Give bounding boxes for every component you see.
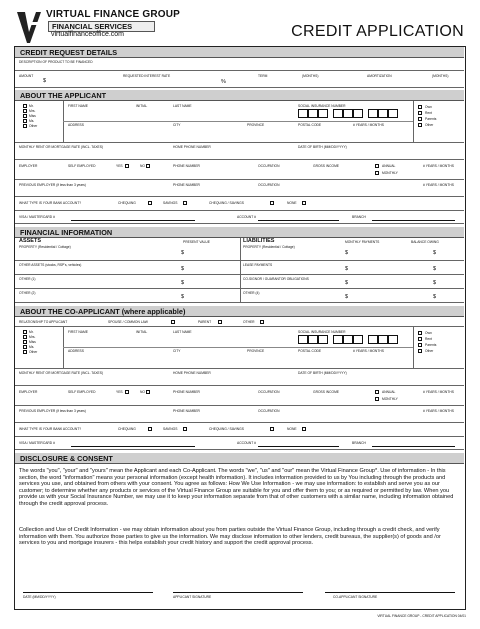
label-co-branch: BRANCH xyxy=(352,441,366,445)
liabilities-heading: LIABILITIES xyxy=(243,238,275,244)
label-applicant-signature: APPLICANT SIGNATURE xyxy=(173,595,212,599)
company-name: VIRTUAL FINANCE GROUP xyxy=(46,9,181,20)
dollar-sign: $ xyxy=(345,280,349,286)
checkbox-co-miss[interactable] xyxy=(23,340,27,344)
dollar-sign: $ xyxy=(433,294,437,300)
label-last-name: LAST NAME xyxy=(173,104,192,108)
checkbox-co-chsav[interactable] xyxy=(270,427,274,431)
checkbox-mr[interactable] xyxy=(23,104,27,108)
dollar-sign: $ xyxy=(181,266,185,272)
label-chsav: CHEQUING / SAVINGS xyxy=(209,427,244,431)
checkbox-savings[interactable] xyxy=(183,201,187,205)
label-co-prev-phone: PHONE NUMBER xyxy=(173,409,200,413)
checkbox-self-yes[interactable] xyxy=(125,164,129,168)
checkbox-parents[interactable] xyxy=(418,117,422,121)
title-miss: Miss xyxy=(29,340,36,344)
row-visa[interactable] xyxy=(15,211,464,224)
checkbox-co-tenure-other[interactable] xyxy=(418,349,422,353)
row-relationship[interactable] xyxy=(15,317,464,327)
label-co-gross: GROSS INCOME xyxy=(313,390,340,394)
row-fin-4[interactable] xyxy=(15,289,464,303)
label-other-assets: OTHER ASSETS (stocks, RSP's, vehicles) xyxy=(19,263,82,267)
row-fin-1[interactable] xyxy=(15,238,464,261)
checkbox-rent[interactable] xyxy=(418,111,422,115)
title-other: Other xyxy=(29,124,38,128)
label-monthly: MONTHLY xyxy=(382,397,398,401)
label-co-postal: POSTAL CODE xyxy=(298,349,322,353)
label-emp-years: # YEARS / MONTHS xyxy=(423,164,454,168)
label-co-self: SELF EMPLOYED xyxy=(68,390,96,394)
label-prev-occupation: OCCUPATION xyxy=(258,183,280,187)
row-fin-3[interactable] xyxy=(15,275,464,289)
checkbox-tenure-other[interactable] xyxy=(418,123,422,127)
company-logo-icon xyxy=(16,10,42,44)
checkbox-chsav[interactable] xyxy=(270,201,274,205)
title-mr: Mr. xyxy=(29,330,34,334)
assets-heading: ASSETS xyxy=(19,238,42,244)
label-rent: MONTHLY RENT OR MORTGAGE RATE (INCL. TAXES) xyxy=(19,145,104,149)
label-coapp-other: OTHER xyxy=(243,320,255,324)
sin-box-7[interactable] xyxy=(368,109,378,118)
label-occupation: OCCUPATION xyxy=(258,164,280,168)
label-co-prev: PREVIOUS EMPLOYER (if less than 3 years) xyxy=(19,409,86,413)
label-years: # YEARS / MONTHS xyxy=(353,123,384,127)
co-sin-box-3[interactable] xyxy=(318,335,328,344)
row-bank-type[interactable] xyxy=(15,197,464,211)
checkbox-co-own[interactable] xyxy=(418,331,422,335)
checkbox-co-self-yes[interactable] xyxy=(125,390,129,394)
label-province: PROVINCE xyxy=(247,123,265,127)
dollar-sign: $ xyxy=(433,250,437,256)
row-fin-2[interactable] xyxy=(15,261,464,275)
label-branch: BRANCH xyxy=(352,215,366,219)
label-co-home-phone: HOME PHONE NUMBER xyxy=(173,371,211,375)
footer-code: VIRTUAL FINANCE GROUP - CREDIT APPLICATION 04/01 xyxy=(377,614,466,618)
co-sin-box-7[interactable] xyxy=(368,335,378,344)
title-miss: Miss xyxy=(29,114,36,118)
co-sin-box-1[interactable] xyxy=(298,335,308,344)
term-months: (MONTHS) xyxy=(302,74,319,78)
label-co-initial: INITIAL xyxy=(136,330,148,334)
amount-dollar: $ xyxy=(43,78,47,84)
checkbox-co-self-no[interactable] xyxy=(146,390,150,394)
label-prev-phone: PHONE NUMBER xyxy=(173,183,200,187)
label-co-prev-years: # YEARS / MONTHS xyxy=(423,409,454,413)
row-amount[interactable] xyxy=(15,71,464,88)
tenure-own: Own xyxy=(425,105,432,109)
label-chequing: CHEQUING xyxy=(118,201,136,205)
checkbox-monthly[interactable] xyxy=(375,171,379,175)
checkbox-chequing[interactable] xyxy=(148,201,152,205)
label-co-bank: WHAT TYPE IS YOUR BANK ACCOUNT? xyxy=(19,427,82,431)
label-no: NO xyxy=(140,390,145,394)
label-initial: INITIAL xyxy=(136,104,148,108)
application-form xyxy=(14,46,466,610)
label-asset-property: PROPERTY (Residential / Cottage) xyxy=(19,245,71,249)
label-yes: YES xyxy=(116,390,123,394)
title-ms: Ms. xyxy=(29,119,35,123)
checkbox-co-mrs[interactable] xyxy=(23,335,27,339)
label-chsav: CHEQUING / SAVINGS xyxy=(209,201,244,205)
row-co-bank-type[interactable] xyxy=(15,423,464,437)
checkbox-co-parents[interactable] xyxy=(418,343,422,347)
dollar-sign: $ xyxy=(181,280,185,286)
label-yes: YES xyxy=(116,164,123,168)
title-mrs: Mrs. xyxy=(29,335,36,339)
row-coapp-name[interactable] xyxy=(15,327,464,369)
sin-box-3[interactable] xyxy=(318,109,328,118)
sin-box-8[interactable] xyxy=(378,109,388,118)
label-prev-employer: PREVIOUS EMPLOYER (if less than 3 years) xyxy=(19,183,86,187)
checkbox-annual[interactable] xyxy=(375,164,379,168)
co-sin-box-5[interactable] xyxy=(343,335,353,344)
label-co-prev-occupation: OCCUPATION xyxy=(258,409,280,413)
label-co-rent: MONTHLY RENT OR MORTGAGE RATE (INCL. TAXES) xyxy=(19,371,104,375)
header xyxy=(0,0,480,46)
label-visa: VISA / MASTERCARD # xyxy=(19,215,55,219)
label-postal: POSTAL CODE xyxy=(298,123,322,127)
row-co-employer[interactable] xyxy=(15,386,464,406)
label-monthly-payments: MONTHLY PAYMENTS xyxy=(345,240,380,244)
dollar-sign: $ xyxy=(345,250,349,256)
label-prev-years: # YEARS / MONTHS xyxy=(423,183,454,187)
label-co-dob: DATE OF BIRTH (MM/DD/YYYY) xyxy=(298,371,347,375)
label-co-sin: SOCIAL INSURANCE NUMBER xyxy=(298,330,346,334)
label-co-visa: VISA / MASTERCARD # xyxy=(19,441,55,445)
checkbox-ms[interactable] xyxy=(23,119,27,123)
label-none: NONE xyxy=(287,201,297,205)
section-co-applicant: ABOUT THE CO-APPLICANT (where applicable) xyxy=(15,306,464,317)
checkbox-spouse[interactable] xyxy=(171,320,175,324)
title-ms: Ms. xyxy=(29,345,35,349)
label-co-city: CITY xyxy=(173,349,181,353)
label-amount: AMOUNT xyxy=(19,74,34,78)
label-co-first: FIRST NAME xyxy=(68,330,88,334)
label-gross: GROSS INCOME xyxy=(313,164,340,168)
row-description[interactable] xyxy=(15,58,464,71)
checkbox-co-mr[interactable] xyxy=(23,330,27,334)
label-date: DATE (MM/DD/YYYY) xyxy=(23,595,56,599)
rate-percent: % xyxy=(221,79,226,85)
label-employer: EMPLOYER xyxy=(19,164,38,168)
label-monthly: MONTHLY xyxy=(382,171,398,175)
checkbox-mrs[interactable] xyxy=(23,109,27,113)
label-no: NO xyxy=(140,164,145,168)
tenure-rent: Rent xyxy=(425,111,432,115)
title-mr: Mr. xyxy=(29,104,34,108)
label-bank-type: WHAT TYPE IS YOUR BANK ACCOUNT? xyxy=(19,201,82,205)
label-savings: SAVINGS xyxy=(163,427,178,431)
dollar-sign: $ xyxy=(181,294,185,300)
sin-box-2[interactable] xyxy=(308,109,318,118)
label-lease: LEASE PAYMENTS xyxy=(243,263,273,267)
checkbox-coapp-other[interactable] xyxy=(260,320,264,324)
label-cosignor: CO-SIGNOR / GUARANTOR OBLIGATIONS xyxy=(243,277,309,281)
sin-box-1[interactable] xyxy=(298,109,308,118)
checkbox-co-savings[interactable] xyxy=(183,427,187,431)
sin-box-6[interactable] xyxy=(353,109,363,118)
label-emp-phone: PHONE NUMBER xyxy=(173,164,200,168)
document-title: CREDIT APPLICATION xyxy=(291,23,464,40)
row-employer[interactable] xyxy=(15,160,464,180)
website: virtualfinanceoffice.com xyxy=(51,31,125,38)
label-parent: PARENT xyxy=(198,320,212,324)
section-applicant: ABOUT THE APPLICANT xyxy=(15,90,464,101)
label-co-employer: EMPLOYER xyxy=(19,390,38,394)
co-sin-box-9[interactable] xyxy=(388,335,398,344)
label-other-2: OTHER (2) xyxy=(19,291,36,295)
label-savings: SAVINGS xyxy=(163,201,178,205)
label-term: TERM xyxy=(258,74,268,78)
label-co-emp-years: # YEARS / MONTHS xyxy=(423,390,454,394)
sin-box-4[interactable] xyxy=(333,109,343,118)
checkbox-own[interactable] xyxy=(418,105,422,109)
sin-box-9[interactable] xyxy=(388,109,398,118)
label-other-4: OTHER (4) xyxy=(243,291,260,295)
checkbox-co-none[interactable] xyxy=(302,427,306,431)
coapplicant-signature-line[interactable] xyxy=(325,592,455,593)
label-none: NONE xyxy=(287,427,297,431)
label-address: ADDRESS xyxy=(68,123,84,127)
label-co-address: ADDRESS xyxy=(68,349,84,353)
label-dob: DATE OF BIRTH (MM/DD/YYYY) xyxy=(298,145,347,149)
row-co-prev-employer[interactable] xyxy=(15,406,464,423)
checkbox-co-chequing[interactable] xyxy=(148,427,152,431)
checkbox-co-other[interactable] xyxy=(23,350,27,354)
tenure-other: Other xyxy=(425,123,434,127)
label-annual: ANNUAL xyxy=(382,390,396,394)
checkbox-co-monthly[interactable] xyxy=(375,397,379,401)
dollar-sign: $ xyxy=(345,294,349,300)
dollar-sign: $ xyxy=(181,250,185,256)
dollar-sign: $ xyxy=(433,280,437,286)
label-chequing: CHEQUING xyxy=(118,427,136,431)
sin-box-5[interactable] xyxy=(343,109,353,118)
row-rent[interactable] xyxy=(15,143,464,160)
row-prev-employer[interactable] xyxy=(15,180,464,197)
tenure-own: Own xyxy=(425,331,432,335)
label-present-value: PRESENT VALUE xyxy=(183,240,210,244)
checkbox-co-annual[interactable] xyxy=(375,390,379,394)
label-co-occupation: OCCUPATION xyxy=(258,390,280,394)
row-co-visa[interactable] xyxy=(15,437,464,450)
label-co-province: PROVINCE xyxy=(247,349,265,353)
co-sin-box-2[interactable] xyxy=(308,335,318,344)
label-account: ACCOUNT # xyxy=(237,215,256,219)
financial-services-label: FINANCIAL SERVICES xyxy=(48,21,155,32)
label-self-employed: SELF EMPLOYED xyxy=(68,164,96,168)
label-amortization: AMORTIZATION xyxy=(367,74,392,78)
label-co-years: # YEARS / MONTHS xyxy=(353,349,384,353)
label-balance-owing: BALANCE OWING xyxy=(411,240,439,244)
co-sin-box-6[interactable] xyxy=(353,335,363,344)
label-home-phone: HOME PHONE NUMBER xyxy=(173,145,211,149)
checkbox-self-no[interactable] xyxy=(146,164,150,168)
date-line[interactable] xyxy=(23,592,153,593)
checkbox-none[interactable] xyxy=(302,201,306,205)
label-relationship: RELATIONSHIP TO APPLICANT xyxy=(19,320,68,324)
checkbox-parent[interactable] xyxy=(218,320,222,324)
title-mrs: Mrs. xyxy=(29,109,36,113)
title-other: Other xyxy=(29,350,38,354)
amort-months: (MONTHS) xyxy=(432,74,449,78)
label-rate: REQUESTED INTEREST RATE xyxy=(123,74,171,78)
dollar-sign: $ xyxy=(433,266,437,272)
tenure-rent: Rent xyxy=(425,337,432,341)
label-liab-property: PROPERTY (Residential / Cottage) xyxy=(243,245,295,249)
label-annual: ANNUAL xyxy=(382,164,396,168)
label-city: CITY xyxy=(173,123,181,127)
tenure-other: Other xyxy=(425,349,434,353)
label-description: DESCRIPTION OF PRODUCT TO BE FINANCED xyxy=(19,60,93,64)
co-sin-box-4[interactable] xyxy=(333,335,343,344)
label-coapplicant-signature: CO-APPLICANT SIGNATURE xyxy=(333,595,378,599)
row-applicant-name[interactable] xyxy=(15,101,464,143)
label-spouse: SPOUSE / COMMON LAW xyxy=(108,320,148,324)
section-disclosure: DISCLOSURE & CONSENT xyxy=(15,453,464,464)
label-co-emp-phone: PHONE NUMBER xyxy=(173,390,200,394)
checkbox-co-ms[interactable] xyxy=(23,345,27,349)
label-first-name: FIRST NAME xyxy=(68,104,88,108)
row-co-rent[interactable] xyxy=(15,369,464,386)
co-sin-box-8[interactable] xyxy=(378,335,388,344)
disclosure-paragraph-1: The words "you", "your" and "yours" mean the Applicant and each Co-Applicant. The words "we", "us" and "our" mean the Virtual Finance Group*. Use of information - In this section, the word "information" means your personal information (except health information). It includes information provided to us by You including through the products and services you use, and obtained from others with your consent. You agree as follows: How We Use Information - we may use information: to establish and serve you as our customer; to determine whether any products or services of the Virtual Finance Group are suitable for you and offer them to you; or as required or permitted by law. When you provide us with your Social Insurance Number, we may use it to keep your information separate from that of other customers with a similar name, including information obtained through the credit approval process. xyxy=(19,468,454,507)
dollar-sign: $ xyxy=(345,266,349,272)
label-other-1: OTHER (1) xyxy=(19,277,36,281)
tenure-parents: Parents xyxy=(425,117,437,121)
label-sin: SOCIAL INSURANCE NUMBER xyxy=(298,104,346,108)
section-credit-request: CREDIT REQUEST DETAILS xyxy=(15,47,464,58)
checkbox-miss[interactable] xyxy=(23,114,27,118)
disclosure-paragraph-2: Collection and Use of Credit Information - we may obtain information about you from parties outside the Virtual Finance Group, including through a credit check, and verify information with them. You authorize those parties to give us the information. We may disclose information to other lenders, credit bureaus, the supplier(s) of goods and /or services to you and mortgage insurers - this helps establish your credit history and support the credit approval process. xyxy=(19,527,441,547)
tenure-parents: Parents xyxy=(425,343,437,347)
checkbox-other[interactable] xyxy=(23,124,27,128)
applicant-signature-line[interactable] xyxy=(173,592,303,593)
checkbox-co-rent[interactable] xyxy=(418,337,422,341)
section-financial: FINANCIAL INFORMATION xyxy=(15,227,464,238)
label-co-last: LAST NAME xyxy=(173,330,192,334)
label-co-account: ACCOUNT # xyxy=(237,441,256,445)
